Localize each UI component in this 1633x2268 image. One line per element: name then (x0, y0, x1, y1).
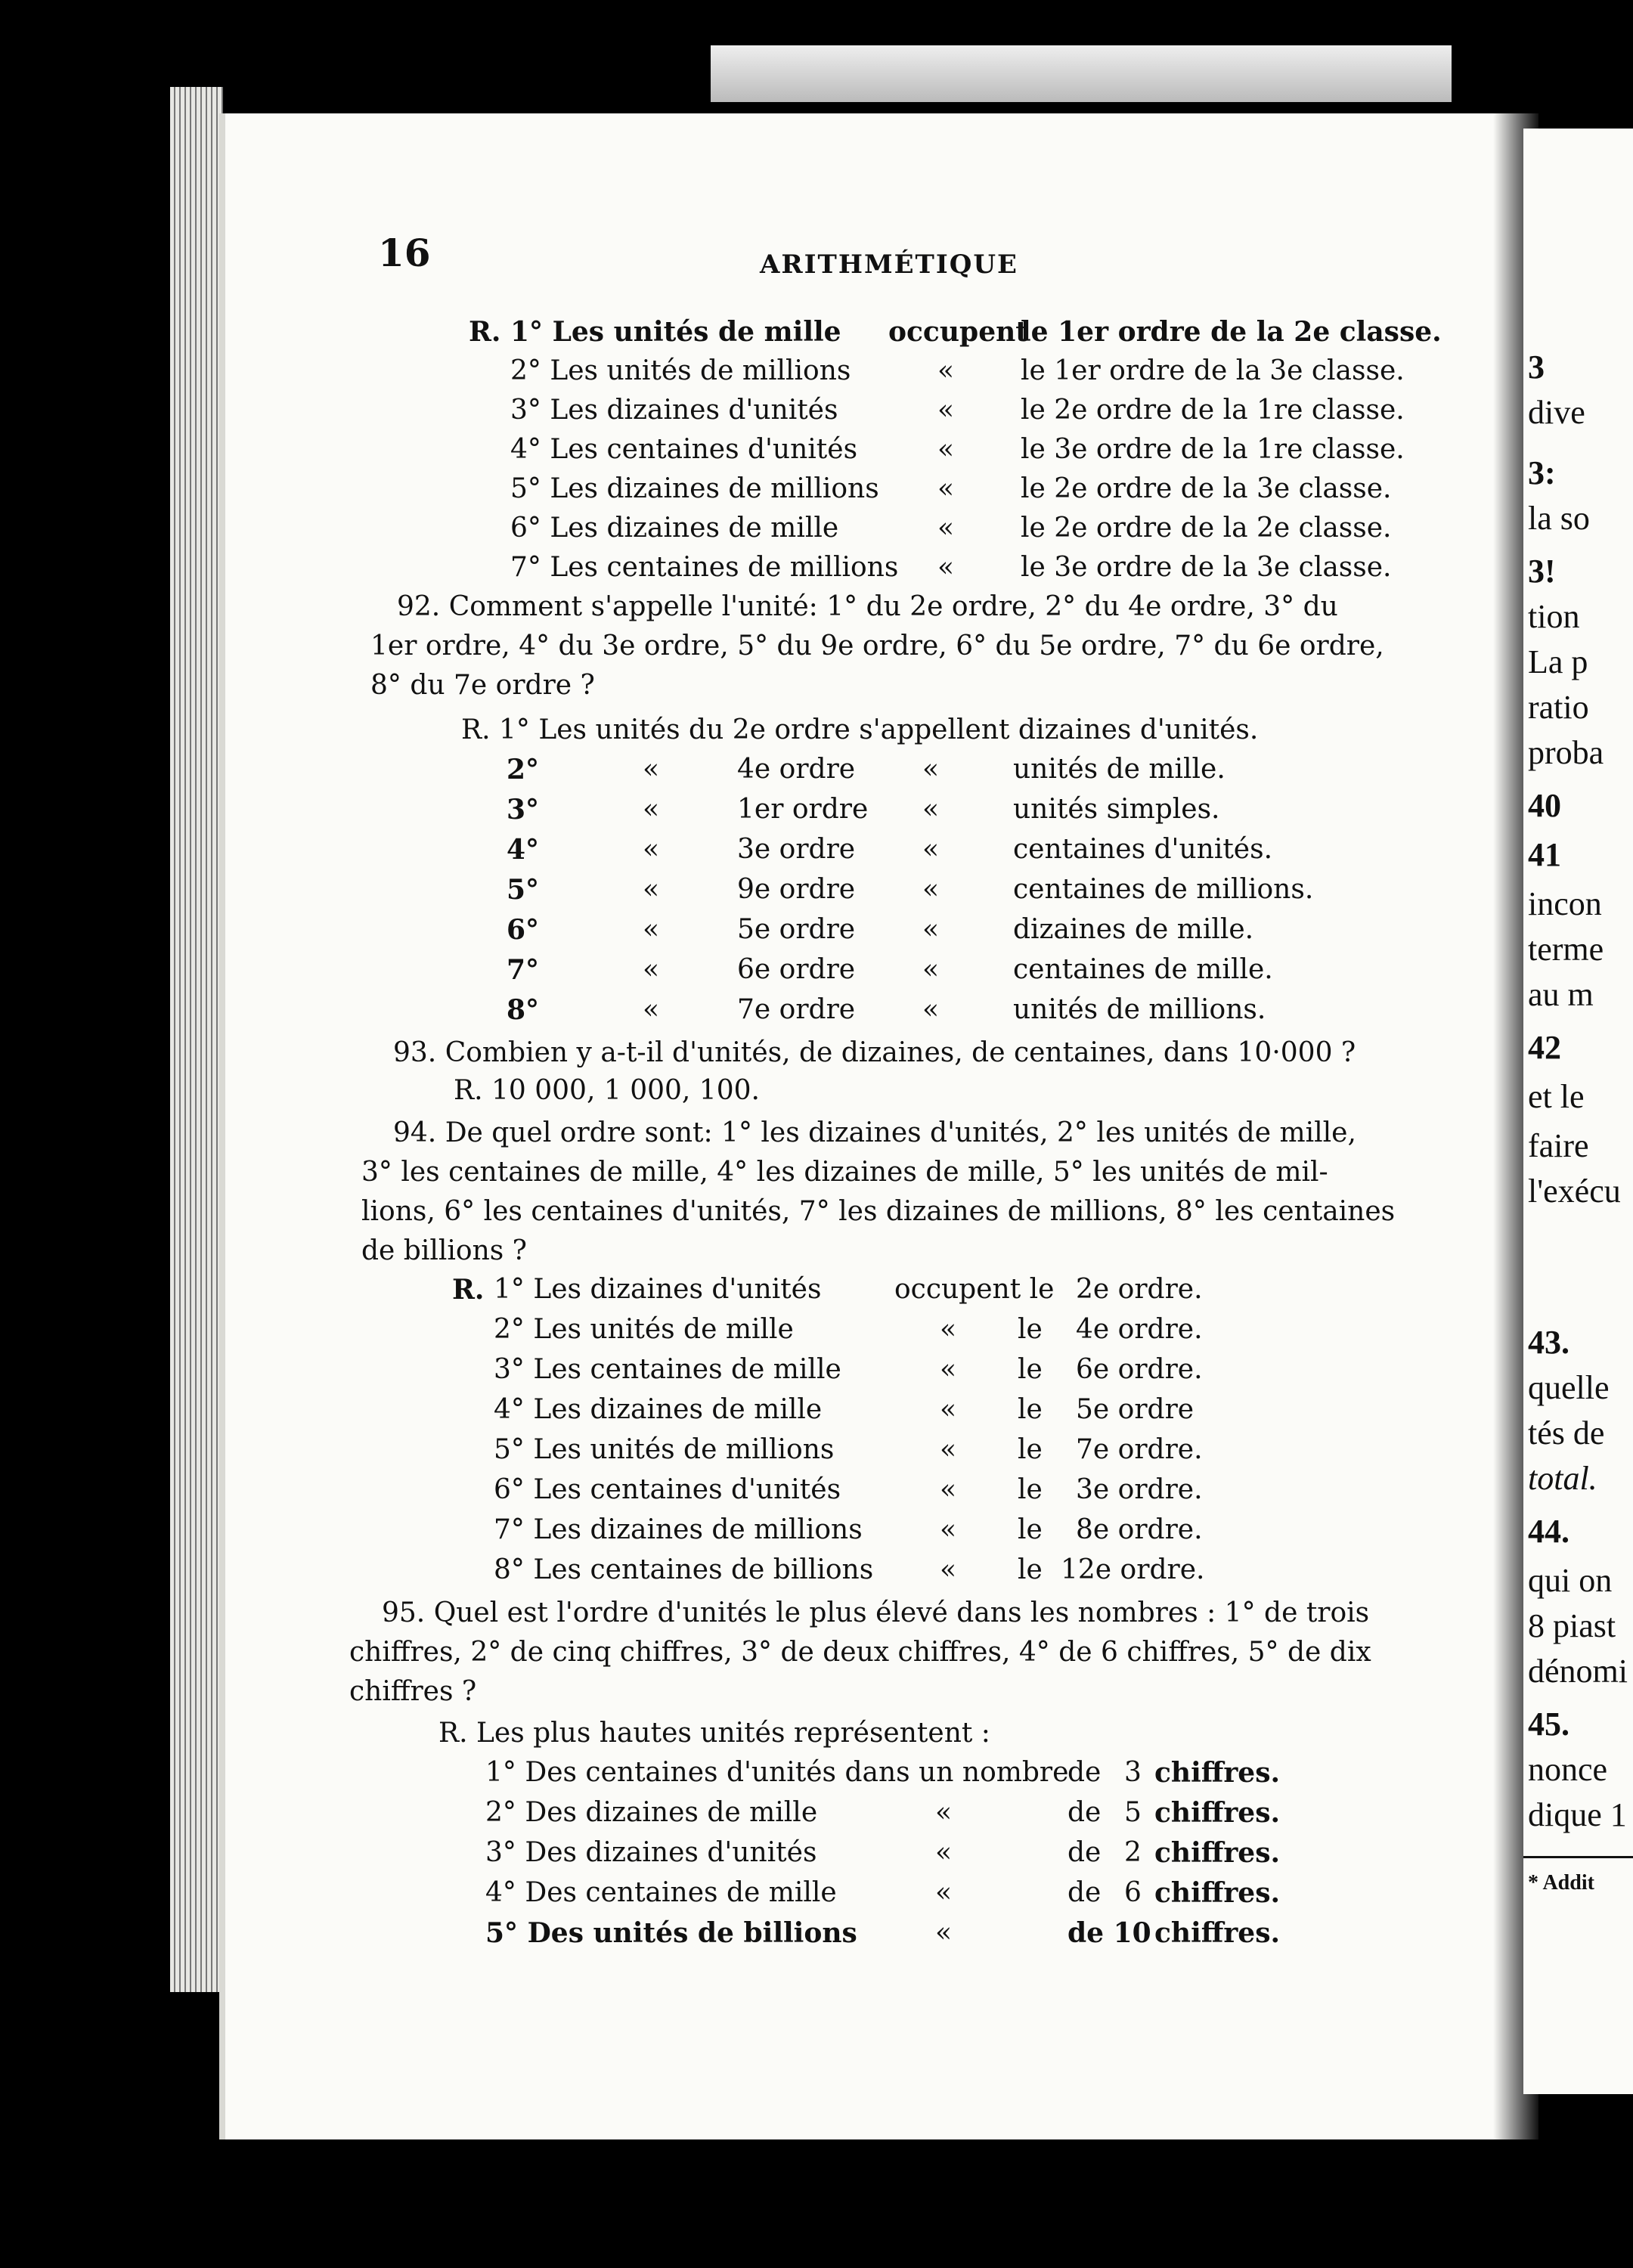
table-row (452, 1554, 1284, 1592)
row-count: 5 (1124, 1797, 1142, 1828)
row-le: le (1018, 1514, 1043, 1545)
facing-fragment: 43. (1528, 1324, 1569, 1361)
row-item: 8° Les centaines de billions (494, 1554, 874, 1585)
row-item: 2° Les unités de millions (510, 355, 851, 386)
row-item: 5° Les dizaines de millions (510, 473, 879, 504)
table-row (507, 874, 1338, 912)
table-row (469, 316, 1442, 354)
row-unit: chiffres. (1154, 1757, 1280, 1789)
row-le: le (1018, 1554, 1043, 1585)
row-order: 9e ordre (737, 874, 856, 905)
facing-fragment: la so (1528, 500, 1590, 537)
facing-fragment: au m (1528, 976, 1594, 1013)
facing-fragment: faire (1528, 1127, 1589, 1164)
row-de: de (1067, 1837, 1102, 1868)
facing-fragment: dique 1 (1528, 1796, 1627, 1833)
row-unit: chiffres. (1154, 1917, 1280, 1949)
row-item: 6° Les dizaines de mille (510, 513, 839, 544)
facing-fragment: 44. (1528, 1513, 1569, 1550)
q93-question: 93. Combien y a-t-il d'unités, de dizaines, de centaines, dans 10·000 ? (393, 1037, 1356, 1068)
row-value: le 2e ordre de la 3e classe. (1021, 473, 1392, 504)
ditto-mark: « (922, 914, 940, 945)
ditto-mark: « (643, 914, 660, 945)
row-item: 4° Les centaines d'unités (510, 434, 858, 465)
row-item: 2° Les unités de mille (494, 1314, 794, 1345)
table-row (469, 434, 1405, 472)
row-item: 3° Des dizaines d'unités (485, 1837, 817, 1868)
ditto-mark: « (940, 1314, 957, 1345)
row-value: le 1er ordre de la 2e classe. (1021, 316, 1442, 348)
q95-question-line: chiffres, 2° de cinq chiffres, 3° de deux chiffres, 4° de 6 chiffres, 5° de dix (349, 1637, 1371, 1668)
row-item: 3° Les centaines de mille (494, 1354, 841, 1385)
ditto-mark: « (922, 754, 940, 785)
facing-fragment: tés de (1528, 1414, 1605, 1452)
facing-fragment: nonce (1528, 1751, 1608, 1788)
row-le: le (1018, 1474, 1043, 1505)
row-number: 6° (507, 914, 540, 946)
row-item: 5° Les unités de millions (494, 1434, 835, 1465)
row-de: de 10 (1067, 1917, 1151, 1949)
ditto-mark: « (935, 1837, 953, 1868)
ditto-mark: « (940, 1514, 957, 1545)
ditto-mark: « (643, 954, 660, 985)
ditto-mark: « (935, 1797, 953, 1828)
table-row (469, 473, 1391, 511)
facing-fragment: dive (1528, 394, 1585, 431)
ditto-mark: « (643, 994, 660, 1025)
ditto-mark: « (937, 552, 955, 583)
facing-fragment: La p (1528, 643, 1588, 680)
facing-fragment: 42 (1528, 1029, 1561, 1066)
table-row (507, 794, 1338, 832)
facing-fragment: incon (1528, 885, 1602, 922)
row-value: 6e ordre. (1076, 1354, 1203, 1385)
ditto-mark: « (922, 954, 940, 985)
table-row (452, 1474, 1284, 1512)
row-number: 5° (507, 874, 540, 906)
row-value: le 1er ordre de la 3e classe. (1021, 355, 1405, 386)
ditto-mark: « (940, 1474, 957, 1505)
row-verb: occupent le (894, 1274, 1055, 1305)
footnote-rule (1523, 1856, 1633, 1858)
facing-page (1523, 129, 1633, 2094)
facing-fragment: qui on (1528, 1562, 1613, 1599)
facing-fragment: 3 (1528, 349, 1545, 386)
row-value: 5e ordre (1076, 1394, 1195, 1425)
row-le: le (1018, 1434, 1043, 1465)
page-number: 16 (378, 231, 431, 275)
row-value: le 3e ordre de la 3e classe. (1021, 552, 1392, 583)
table-row (485, 1837, 1317, 1875)
facing-footnote: * Addit (1528, 1871, 1594, 1895)
row-value: 8e ordre. (1076, 1514, 1203, 1545)
row-value: le 2e ordre de la 2e classe. (1021, 513, 1392, 544)
row-le: le (1018, 1394, 1043, 1425)
facing-fragment: total. (1528, 1460, 1597, 1497)
ditto-mark: « (940, 1394, 957, 1425)
ditto-mark: « (937, 434, 955, 465)
ditto-mark: « (937, 473, 955, 504)
facing-fragment: tion (1528, 598, 1580, 635)
table-row (469, 355, 1405, 393)
q92-question-line: 92. Comment s'appelle l'unité: 1° du 2e ordre, 2° du 4e ordre, 3° du (397, 591, 1338, 622)
q93-answer: R. 10 000, 1 000, 100. (454, 1075, 760, 1106)
table-row (485, 1877, 1317, 1915)
answer-label: R. (469, 316, 501, 348)
row-count: 2 (1124, 1837, 1142, 1868)
ditto-mark: « (643, 874, 660, 905)
ditto-mark: « (643, 834, 660, 865)
q94-question-line: 3° les centaines de mille, 4° les dizaines de mille, 5° les unités de mil- (361, 1157, 1328, 1188)
ditto-mark: « (922, 874, 940, 905)
row-value: 4e ordre. (1076, 1314, 1203, 1345)
table-row (452, 1354, 1284, 1392)
table-row (469, 513, 1391, 550)
row-value: 7e ordre. (1076, 1434, 1203, 1465)
facing-fragment: l'exécu (1528, 1173, 1621, 1210)
row-item: 4° Les dizaines de mille (494, 1394, 823, 1425)
facing-fragment: terme (1528, 931, 1604, 968)
row-unit: chiffres. (1154, 1797, 1280, 1829)
q95-question-line: chiffres ? (349, 1676, 477, 1707)
row-value: 3e ordre. (1076, 1474, 1203, 1505)
facing-fragment: 3! (1528, 553, 1556, 590)
row-value: centaines de millions. (1013, 874, 1314, 905)
q95-answer-intro: R. Les plus hautes unités représentent : (438, 1718, 990, 1749)
row-value: dizaines de mille. (1013, 914, 1254, 945)
ditto-mark: « (940, 1554, 957, 1585)
facing-fragment: 3: (1528, 454, 1556, 491)
table-row (507, 954, 1338, 992)
table-row (507, 834, 1338, 872)
q95-question-line: 95. Quel est l'ordre d'unités le plus élevé dans les nombres : 1° de trois (382, 1597, 1370, 1628)
row-unit: chiffres. (1154, 1877, 1280, 1909)
row-le: le (1018, 1314, 1043, 1345)
ditto-mark: « (922, 994, 940, 1025)
row-count: 6 (1124, 1877, 1142, 1908)
row-item: 3° Les dizaines d'unités (510, 395, 838, 426)
row-value: le 3e ordre de la 1re classe. (1021, 434, 1405, 465)
row-value: centaines de mille. (1013, 954, 1273, 985)
row-number: 8° (507, 994, 540, 1026)
table-row (485, 1797, 1317, 1835)
table-row (507, 914, 1338, 952)
row-order: 4e ordre (737, 754, 856, 785)
row-item: 1° Les unités de mille (510, 316, 841, 348)
row-de: de (1067, 1877, 1102, 1908)
row-de: de (1067, 1757, 1102, 1788)
row-number: 2° (507, 754, 540, 785)
q94-question-line: 94. De quel ordre sont: 1° les dizaines d'unités, 2° les unités de mille, (393, 1117, 1356, 1148)
table-row (485, 1757, 1317, 1795)
row-number: 7° (507, 954, 540, 986)
row-verb: occupent (888, 316, 1028, 348)
facing-fragment: quelle (1528, 1369, 1610, 1406)
answer-label: R. (452, 1274, 485, 1306)
row-value: 12e ordre. (1061, 1554, 1205, 1585)
row-item: 6° Les centaines d'unités (494, 1474, 841, 1505)
facing-fragment: 41 (1528, 836, 1561, 873)
ditto-mark: « (940, 1434, 957, 1465)
q92-answer-first: R. 1° Les unités du 2e ordre s'appellent dizaines d'unités. (461, 714, 1259, 745)
row-order: 5e ordre (737, 914, 856, 945)
ditto-mark: « (937, 513, 955, 544)
row-le: le (1018, 1354, 1043, 1385)
table-row (452, 1314, 1284, 1352)
row-item: 1° Les dizaines d'unités (494, 1274, 822, 1305)
ditto-mark: « (922, 834, 940, 865)
q92-question-line: 1er ordre, 4° du 3e ordre, 5° du 9e ordre, 6° du 5e ordre, 7° du 6e ordre, (370, 631, 1384, 662)
ditto-mark: « (937, 395, 955, 426)
ditto-mark: « (922, 794, 940, 825)
ditto-mark: « (643, 754, 660, 785)
row-value: le 2e ordre de la 1re classe. (1021, 395, 1405, 426)
q92-question-line: 8° du 7e ordre ? (370, 670, 595, 701)
ditto-mark: « (643, 794, 660, 825)
table-row (469, 395, 1405, 432)
row-item: 7° Les centaines de millions (510, 552, 899, 583)
table-row (469, 552, 1391, 590)
facing-fragment: 8 piast (1528, 1607, 1616, 1644)
facing-fragment: 45. (1528, 1706, 1569, 1743)
ditto-mark: « (940, 1354, 957, 1385)
row-item: 5° Des unités de billions (485, 1917, 857, 1949)
row-value: centaines d'unités. (1013, 834, 1273, 865)
row-value: 2e ordre. (1076, 1274, 1203, 1305)
q94-question-line: lions, 6° les centaines d'unités, 7° les dizaines de millions, 8° les centaines (361, 1196, 1396, 1227)
row-number: 3° (507, 794, 540, 826)
row-order: 3e ordre (737, 834, 856, 865)
row-order: 6e ordre (737, 954, 856, 985)
table-row (452, 1394, 1284, 1432)
facing-fragment: proba (1528, 734, 1604, 771)
table-row (507, 754, 1338, 792)
table-row (452, 1274, 1284, 1312)
facing-fragment: et le (1528, 1078, 1585, 1115)
table-row (485, 1917, 1317, 1955)
ditto-mark: « (935, 1877, 953, 1908)
row-item: 4° Des centaines de mille (485, 1877, 837, 1908)
table-row (507, 994, 1338, 1032)
page-top-fold (711, 45, 1452, 102)
row-order: 7e ordre (737, 994, 856, 1025)
ditto-mark: « (935, 1917, 953, 1948)
facing-fragment: ratio (1528, 689, 1589, 726)
table-row (452, 1514, 1284, 1552)
facing-fragment: 40 (1528, 787, 1561, 824)
page-edge-stack (170, 87, 223, 1992)
row-order: 1er ordre (737, 794, 869, 825)
row-item: 2° Des dizaines de mille (485, 1797, 818, 1828)
q94-question-line: de billions ? (361, 1235, 527, 1266)
row-de: de (1067, 1797, 1102, 1828)
row-value: unités simples. (1013, 794, 1220, 825)
row-item: 1° Des centaines d'unités dans un nombre (485, 1757, 1069, 1788)
facing-fragment: dénomi (1528, 1653, 1628, 1690)
row-value: unités de mille. (1013, 754, 1226, 785)
row-item: 7° Les dizaines de millions (494, 1514, 863, 1545)
running-title: ARITHMÉTIQUE (760, 249, 1018, 280)
row-value: unités de millions. (1013, 994, 1266, 1025)
ditto-mark: « (937, 355, 955, 386)
table-row (452, 1434, 1284, 1472)
row-unit: chiffres. (1154, 1837, 1280, 1869)
row-count: 3 (1124, 1757, 1142, 1788)
row-number: 4° (507, 834, 540, 866)
